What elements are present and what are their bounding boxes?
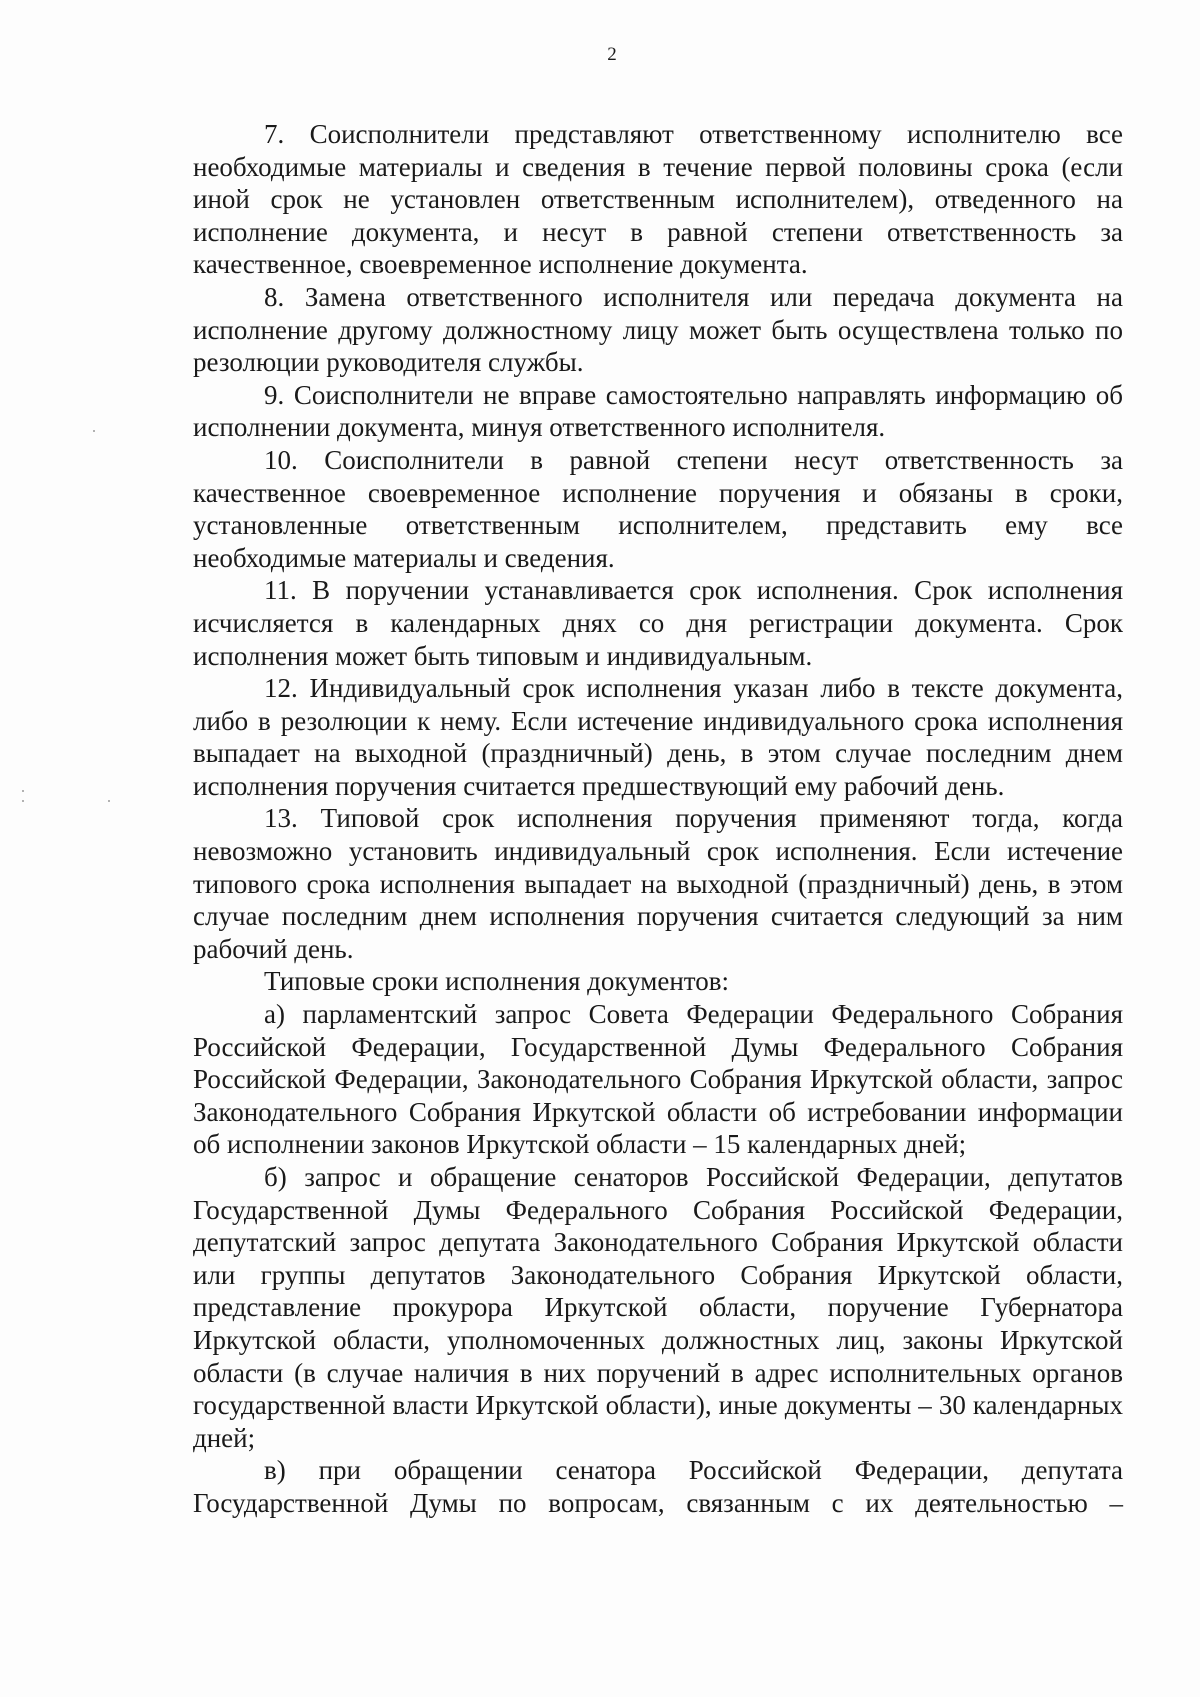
subitem-b: б) запрос и обращение сенаторов Российской Федерации, депутатов Государственной Думы Федерального Собрания Российской Федерации, депутатский запрос депутата Законодательного Собрания Иркутской области или группы депутатов Законодательного Собрания Иркутской области, представление прокурора Иркутской области, поручение Губернатора Иркутской области, уполномоченных должностных лиц, законы Иркутской области (в случае наличия в них поручений в адрес исполнительных органов государственной власти Иркутской области), иные документы – 30 календарных дней; [193,1162,1123,1453]
scan-speck [22,790,24,792]
paragraph-item-8: 8. Замена ответственного исполнителя или передача документа на исполнение другому должностному лицу может быть осуществлена только по резолюции руководителя службы. [193,281,1123,378]
paragraph-item-13: 13. Типовой срок исполнения поручения применяют тогда, когда невозможно установить индивидуальный срок исполнения. Если истечение типового срока исполнения выпадает на выходной (праздничный) день, в этом случае последним днем исполнения поручения считается следующий за ним рабочий день. [193,803,1123,964]
paragraph-item-10: 10. Соисполнители в равной степени несут ответственность за качественное своевременное исполнение поручения и обязаны в сроки, установленные ответственным исполнителем, представить ему все необходимые материалы и сведения. [193,444,1123,573]
scan-speck [108,800,110,802]
paragraph-item-9: 9. Соисполнители не вправе самостоятельно направлять информацию об исполнении документа, минуя ответственного исполнителя. [193,379,1123,443]
paragraph-item-12: 12. Индивидуальный срок исполнения указан либо в тексте документа, либо в резолюции к нему. Если истечение индивидуального срока исполнения выпадает на выходной (праздничный) день, в этом случае последним днем исполнения поручения считается предшествующий ему рабочий день. [193,673,1123,801]
page-number: 2 [607,44,617,65]
paragraph-item-7: 7. Соисполнители представляют ответственному исполнителю все необходимые материалы и сведения в течение первой половины срока (если иной срок не установлен ответственным исполнителем), отведенного на исполнение документа, и несут в равной степени ответственность за качественное, своевременное исполнение документа. [193,119,1123,280]
subitem-v: в) при обращении сенатора Российской Федерации, депутата Государственной Думы по вопросам, связанным с их деятельностью – [193,1455,1123,1518]
subitem-a: а) парламентский запрос Совета Федерации Федерального Собрания Российской Федерации, Государственной Думы Федерального Собрания Российской Федерации, Законодательного Собрания Иркутской области, запрос Законодательного Собрания Иркутской области об истребовании информации об исполнении законов Иркутской области – 15 календарных дней; [193,999,1123,1160]
paragraph-item-11: 11. В поручении устанавливается срок исполнения. Срок исполнения исчисляется в календарных днях со дня регистрации документа. Срок исполнения может быть типовым и индивидуальным. [193,575,1123,671]
scan-speck [22,800,24,802]
typical-deadlines-heading: Типовые сроки исполнения документов: [264,966,729,997]
scan-speck [93,430,95,432]
document-body [193,118,1123,1520]
